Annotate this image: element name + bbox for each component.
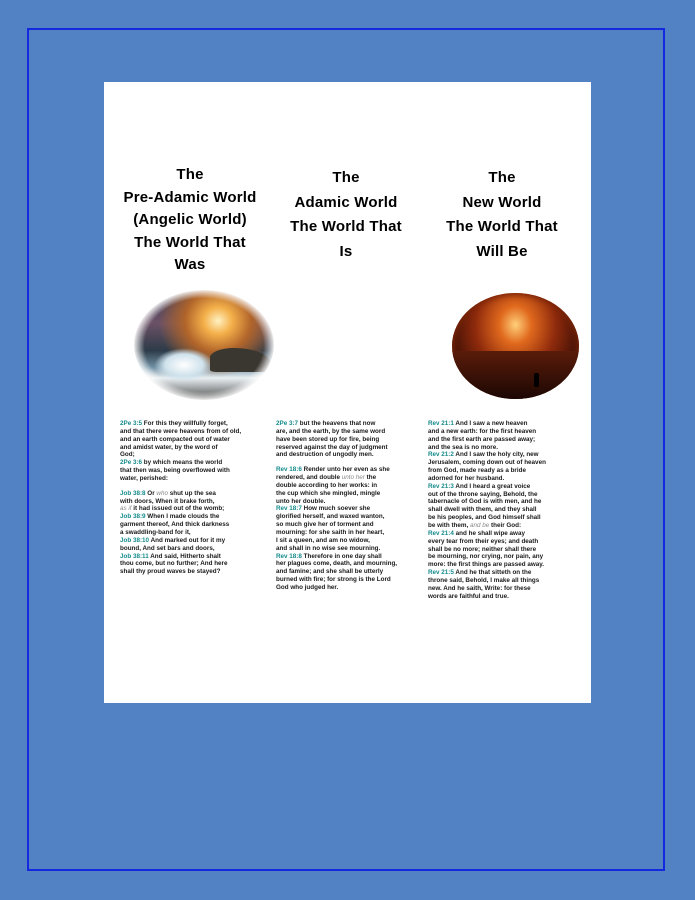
column-title xyxy=(276,166,416,264)
verse-line: Job 38:11 And said, Hitherto shalt xyxy=(120,552,221,560)
verse-line: Job 38:8 Or who shut up the sea xyxy=(120,489,216,497)
verse-reference: Job 38:10 xyxy=(120,536,150,544)
verse-line: Rev 21:4 and he shall wipe away xyxy=(428,529,525,537)
verse-reference: 2Pe 3:6 xyxy=(120,459,143,467)
verse-line: Rev 18:8 Therefore in one day shall xyxy=(276,552,382,560)
title-line: The World That xyxy=(134,233,246,251)
verse-line: God who judged her. xyxy=(276,583,339,591)
title-line: The xyxy=(488,169,516,186)
title-line: The xyxy=(176,166,204,183)
verse-text xyxy=(428,420,576,600)
verse-line: garment thereof, And thick darkness xyxy=(120,521,230,529)
verse-line: Rev 21:5 And he that sitteth on the xyxy=(428,569,532,577)
column-title xyxy=(428,166,576,264)
verse-line: and shall in no wise see mourning. xyxy=(276,544,381,552)
verse-line: shall be no more; neither shall there xyxy=(428,545,537,553)
verse-line: that then was, being overflowed with xyxy=(120,467,230,475)
verse-line: Jerusalem, coming down out of heaven xyxy=(428,459,546,467)
document-page xyxy=(104,82,591,703)
verse-line: 2Pe 3:5 For this they willfully forget, xyxy=(120,420,228,427)
verse-text xyxy=(120,420,260,576)
verse-line: so much give her of torment and xyxy=(276,521,374,529)
verse-line: are, and the earth, by the same word xyxy=(276,427,386,435)
verse-line: be with them, and be their God: xyxy=(428,521,522,529)
verse-line: and an earth compacted out of water xyxy=(120,435,230,443)
verse-line: and amidst water, by the word of xyxy=(120,443,218,451)
verse-line: from God, made ready as a bride xyxy=(428,467,526,475)
verse-line: as if it had issued out of the womb; xyxy=(120,505,225,513)
verse-line: shall dwell with them, and they shall xyxy=(428,506,537,514)
verse-line: thou come, but no further; And here xyxy=(120,560,228,568)
verse-line: and a new earth: for the first heaven xyxy=(428,427,537,435)
verse-reference: Rev 21:4 xyxy=(428,529,454,537)
verse-line: unto her double. xyxy=(276,497,326,505)
title-line: New World xyxy=(462,193,542,211)
verse-line: burned with fire; for strong is the Lord xyxy=(276,576,391,584)
verse-line: adorned for her husband. xyxy=(428,474,505,482)
title-line: Will Be xyxy=(476,242,528,260)
verse-line: be mourning, nor crying, nor pain, any xyxy=(428,553,544,561)
verse-reference: Job 38:9 xyxy=(120,513,146,521)
verse-line: I sit a queen, and am no widow, xyxy=(276,536,370,544)
title-line: The World That xyxy=(290,218,402,235)
verse-line: mourning: for she saith in her heart, xyxy=(276,528,385,536)
verse-line: out of the throne saying, Behold, the xyxy=(428,490,538,498)
verse-line: 2Pe 3:7 but the heavens that now xyxy=(276,420,376,427)
verse-line: rendered, and double unto her the xyxy=(276,474,377,482)
title-line: Adamic World xyxy=(294,193,398,211)
verse-line: Job 38:10 And marked out for it my xyxy=(120,536,226,544)
column-title xyxy=(120,164,260,277)
verse-line: and famine; and she shall be utterly xyxy=(276,568,384,576)
verse-line: throne said, Behold, I make all things xyxy=(428,576,540,584)
verse-line: Job 38:9 When I made clouds the xyxy=(120,513,220,521)
verse-line: double according to her works: in xyxy=(276,481,378,489)
title-line: The xyxy=(332,169,360,186)
verse-line: Rev 21:2 And I saw the holy city, new xyxy=(428,451,539,459)
verse-line: glorified herself, and waxed wanton, xyxy=(276,513,385,521)
verse-line: Rev 18:7 How much soever she xyxy=(276,505,371,513)
verse-reference: 2Pe 3:7 xyxy=(276,420,299,427)
verse-reference: Rev 18:7 xyxy=(276,505,302,513)
verse-reference: 2Pe 3:5 xyxy=(120,420,143,427)
stormy-sea-globe-image xyxy=(134,290,274,400)
verse-reference: Rev 21:1 xyxy=(428,420,454,427)
verse-line: a swaddling-band for it, xyxy=(120,528,191,536)
verse-line: Rev 21:1 And I saw a new heaven xyxy=(428,420,528,427)
title-line: The World That xyxy=(446,218,558,235)
verse-line: and the sea is no more. xyxy=(428,443,498,451)
verse-text xyxy=(276,420,416,592)
verse-line: and that there were heavens from of old, xyxy=(120,427,242,435)
verse-line: words are faithful and true. xyxy=(428,592,509,600)
verse-reference: Rev 21:3 xyxy=(428,482,454,490)
title-line: Pre-Adamic World xyxy=(123,188,257,206)
verse-reference: Rev 21:2 xyxy=(428,451,454,459)
verse-line: God; xyxy=(120,451,135,459)
burning-world-globe-image xyxy=(452,293,579,399)
verse-line: have been stored up for fire, being xyxy=(276,435,380,443)
verse-line: new. And he saith, Write: for these xyxy=(428,584,531,592)
verse-reference: Job 38:8 xyxy=(120,489,146,497)
verse-line: bound, And set bars and doors, xyxy=(120,544,215,552)
verse-line: tabernacle of God is with men, and he xyxy=(428,498,542,506)
verse-line: and the first earth are passed away; xyxy=(428,435,536,443)
title-line: Was xyxy=(174,256,206,273)
verse-line: and destruction of ungodly men. xyxy=(276,451,374,459)
verse-line: 2Pe 3:6 by which means the world xyxy=(120,459,223,467)
verse-reference: Rev 18:8 xyxy=(276,552,302,560)
verse-line: Rev 21:3 And I heard a great voice xyxy=(428,482,531,490)
verse-line: water, perished: xyxy=(120,474,168,482)
verse-line: with doors, When it brake forth, xyxy=(120,497,215,505)
title-line: (Angelic World) xyxy=(133,211,247,228)
verse-reference: Rev 21:5 xyxy=(428,569,454,577)
verse-reference: Rev 18:6 xyxy=(276,466,302,474)
verse-line: her plagues come, death, and mourning, xyxy=(276,560,398,568)
title-line: Is xyxy=(339,242,353,260)
verse-line: more: the first things are passed away. xyxy=(428,561,545,569)
verse-line: shall thy proud waves be stayed? xyxy=(120,568,221,576)
verse-line: be his peoples, and God himself shall xyxy=(428,514,541,522)
verse-reference: Job 38:11 xyxy=(120,552,149,560)
verse-line: every tear from their eyes; and death xyxy=(428,537,539,545)
verse-line: reserved against the day of judgment xyxy=(276,443,388,451)
verse-line: Rev 18:6 Render unto her even as she xyxy=(276,466,390,474)
verse-line: the cup which she mingled, mingle xyxy=(276,489,381,497)
